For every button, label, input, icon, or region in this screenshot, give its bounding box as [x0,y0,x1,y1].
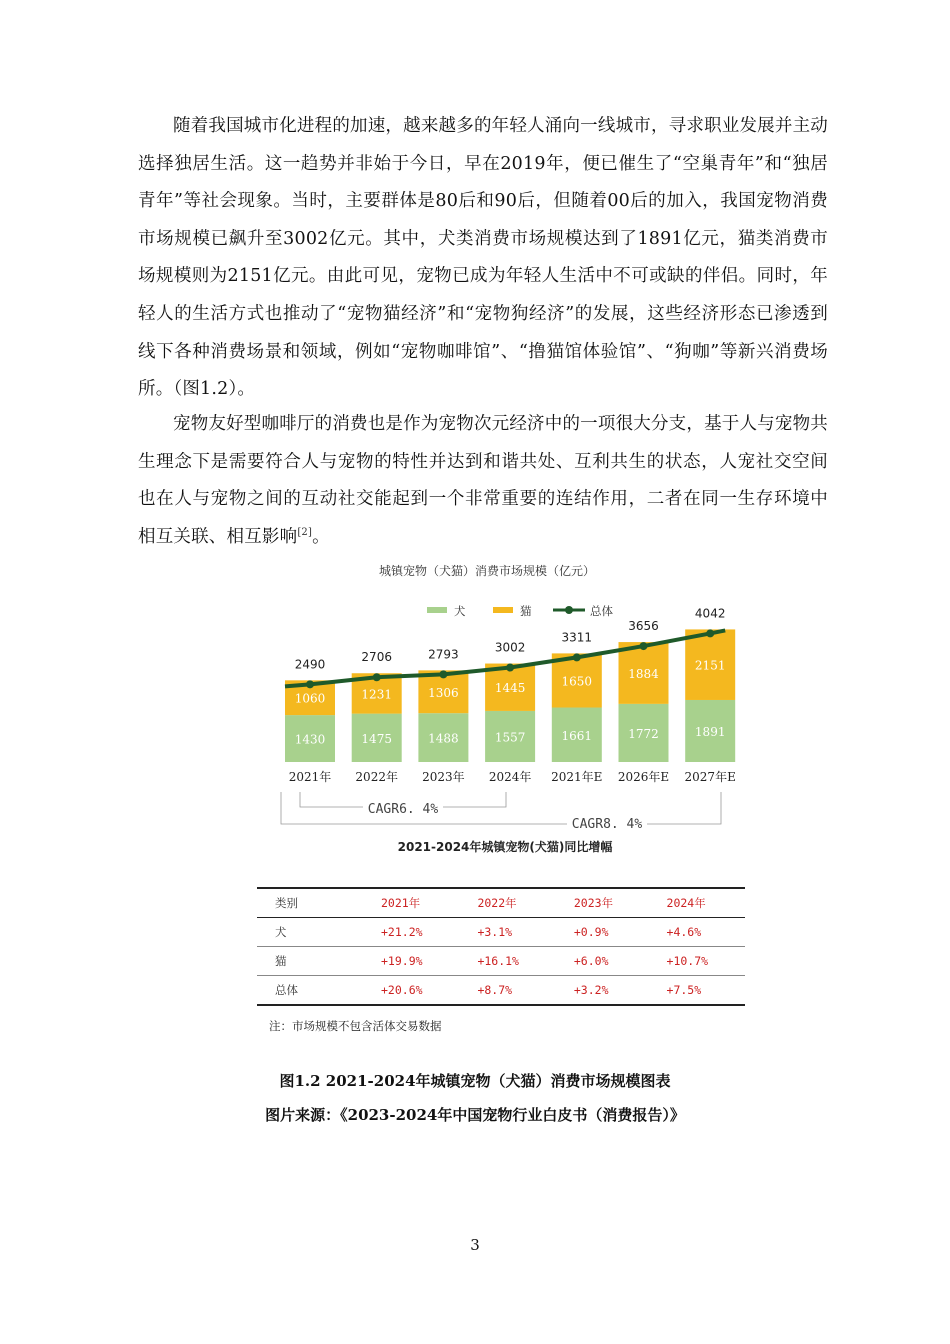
citation-ref[interactable]: [2] [297,526,313,538]
table-row [257,947,745,976]
table-cell: +7.5% [649,976,745,1006]
total-point [439,670,447,678]
bar-label-dog: 1430 [294,732,326,747]
table-cell: +3.2% [556,976,649,1006]
table-cell: +4.6% [649,918,745,947]
total-point [506,664,514,672]
x-tick-label: 2026年E [617,770,670,784]
table-cell: +0.9% [556,918,649,947]
bar-label-dog: 1891 [694,724,726,739]
legend-marker-total [565,606,573,614]
figure-note: 注：市场规模不包含活体交易数据 [269,1019,442,1033]
figure-caption: 图1.2 2021-2024年城镇宠物（犬猫）消费市场规模图表 [279,1072,671,1090]
market-size-chart [255,555,755,835]
paragraph-2-end: 。 [312,526,330,547]
total-value-label: 3002 [494,640,526,655]
cagr-label-2021-2024: CAGR6. 4% [367,802,439,817]
x-tick-label: 2022年 [355,770,398,784]
total-point [373,673,381,681]
table-cell: +19.9% [363,947,459,976]
growth-table [257,887,745,1006]
bar-label-cat: 1445 [494,681,526,696]
cagr-bracket-long [281,792,721,824]
table-cell: +8.7% [459,976,555,1006]
x-tick-label: 2021年E [551,770,603,784]
growth-table-title: 2021-2024年城镇宠物(犬猫)同比增幅 [397,840,613,854]
bar-label-cat: 1306 [428,685,459,700]
total-value-label: 4042 [694,606,726,621]
x-tick-label: 2024年 [488,770,532,784]
table-cell: +10.7% [649,947,745,976]
row-label-total: 总体 [257,976,363,1006]
header-2023: 2023年 [556,888,649,918]
x-tick-label: 2023年 [422,770,465,784]
total-value-label: 3656 [628,619,659,634]
paragraph-2-text: 宠物友好型咖啡厅的消费也是作为宠物次元经济中的一项很大分支，基于人与宠物共生理念下是需要符合人与宠物的特性并达到和谐共处、互利共生的状态，人宠社交空间也在人与宠物之间的互动社交能起到一个非常重要的连结作用，二者在同一生存环境中相互关联、相互影响 [138,414,828,547]
bar-label-cat: 2151 [694,658,726,673]
header-2022: 2022年 [459,888,555,918]
body-paragraph-1: 随着我国城市化进程的加速，越来越多的年轻人涌向一线城市，寻求职业发展并主动选择独居生活。这一趋势并非始于今日，早在2019年，便已催生了“空巢青年”和“独居青年”等社会现象。当时，主要群体是80后和90后，但随着00后的加入，我国宠物消费市场规模已飙升至3002亿元。其中，犬类消费市场规模达到了1891亿元，猫类消费市场规模则为2151亿元。由此可见，宠物已成为年轻人生活中不可或缺的伴侣。同时，年轻人的生活方式也推动了“宠物猫经济”和“宠物狗经济”的发展，这些经济形态已渗透到线下各种消费场景和领域，例如“宠物咖啡馆”、“撸猫馆体验馆”、“狗咖”等新兴消费场所。（图1.2）。 [138,116,828,400]
total-value-label: 2706 [361,650,392,665]
cagr-brackets [281,792,721,832]
table-cell: +16.1% [459,947,555,976]
bar-label-cat: 1231 [361,687,392,702]
bar-label-cat: 1884 [628,666,659,681]
cagr-label-2021-2027: CAGR8. 4% [571,817,643,832]
total-value-label: 2793 [428,647,459,662]
row-label-dog: 犬 [257,918,363,947]
bar-label-cat: 1060 [294,691,326,706]
total-value-label: 3311 [561,630,593,645]
table-cell: +20.6% [363,976,459,1006]
legend-label-cat: 猫 [520,604,532,618]
growth-table-header [257,888,745,918]
total-point [706,629,714,637]
header-category: 类别 [257,888,363,918]
bar-label-dog: 1661 [561,728,593,743]
header-2021: 2021年 [363,888,459,918]
bar-label-dog: 1475 [361,731,392,746]
table-cell: +6.0% [556,947,649,976]
total-point [306,680,314,688]
total-value-label: 2490 [294,657,326,672]
body-paragraph-2 [138,406,828,556]
bar-label-dog: 1772 [628,726,659,741]
bar-label-dog: 1557 [494,730,526,745]
table-row [257,976,745,1006]
x-axis-ticks [289,769,736,784]
table-row [257,918,745,947]
legend-swatch-dog [427,607,447,613]
table-cell: +21.2% [363,918,459,947]
page-number: 3 [470,1236,480,1254]
figure-source: 图片来源：《2023-2024年中国宠物行业白皮书（消费报告）》 [265,1106,685,1124]
total-point [640,642,648,650]
chart-title: 城镇宠物（犬猫）消费市场规模（亿元） [378,564,596,578]
row-label-cat: 猫 [257,947,363,976]
legend-label-total: 总体 [590,604,613,618]
x-tick-label: 2021年 [288,770,332,784]
legend-swatch-cat [493,607,513,613]
bar-label-cat: 1650 [561,674,593,689]
chart-legend [427,604,613,618]
x-tick-label: 2027年E [684,770,736,784]
legend-label-dog: 犬 [454,604,466,618]
figure-1-2 [255,555,755,1045]
table-cell: +3.1% [459,918,555,947]
header-2024: 2024年 [649,888,745,918]
total-point [573,653,581,661]
bar-label-dog: 1488 [428,731,459,746]
